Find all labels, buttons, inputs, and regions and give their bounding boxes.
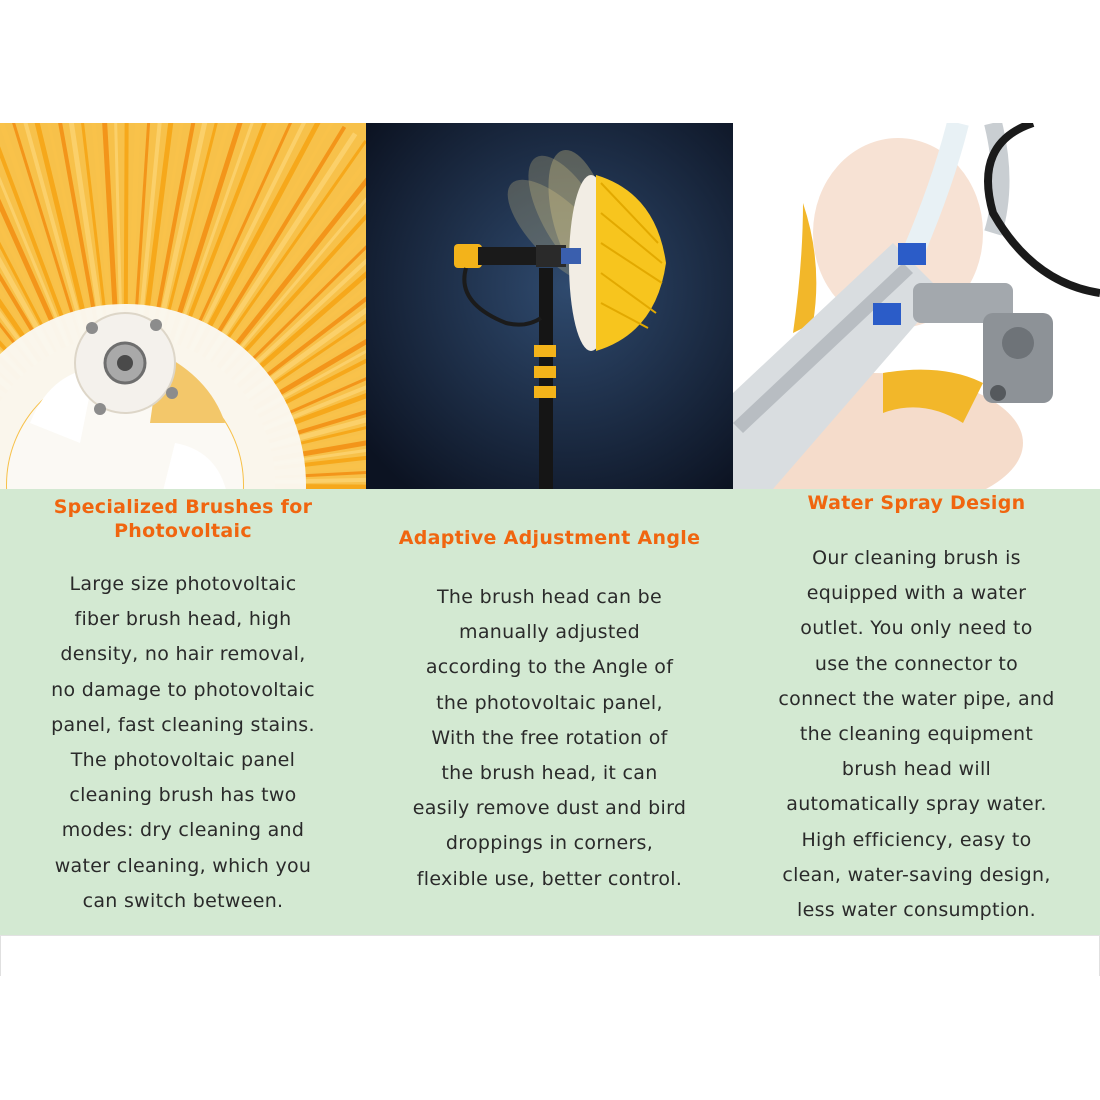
description-line: connect the water pipe, and [778, 687, 1055, 710]
description-line: modes: dry cleaning and [61, 819, 305, 842]
description-line: fiber brush head, high [74, 608, 292, 631]
description-line: outlet. You only need to [800, 617, 1033, 640]
feature-description [0, 567, 366, 919]
feature-heading: Water Spray Design [807, 492, 1026, 514]
product-photo-row [0, 123, 1100, 489]
feature-column-brushes [0, 489, 366, 919]
description-line: High efficiency, easy to [801, 828, 1032, 851]
description-line: automatically spray water. [786, 793, 1047, 816]
description-line: clean, water-saving design, [782, 863, 1051, 886]
description-line: Our cleaning brush is [812, 547, 1021, 569]
description-line: equipped with a water [806, 582, 1027, 605]
description-line: Large size photovoltaic [69, 573, 297, 595]
feature-column-angle [366, 489, 733, 897]
description-line: the cleaning equipment [799, 723, 1034, 746]
description-line: With the free rotation of [431, 726, 668, 749]
description-line: the photovoltaic panel, [436, 691, 663, 714]
feature-description [733, 541, 1100, 928]
pole-brush-photo [366, 123, 733, 489]
description-line: cleaning brush has two [69, 784, 297, 807]
feature-text-band [0, 489, 1100, 935]
description-line: The photovoltaic panel [70, 749, 296, 772]
description-line: droppings in corners, [445, 832, 654, 855]
feature-column-water-spray [733, 489, 1100, 928]
feature-description [366, 580, 733, 897]
description-line: water cleaning, which you [54, 854, 312, 877]
description-line: easily remove dust and bird [412, 797, 687, 820]
description-line: less water consumption. [797, 899, 1036, 922]
description-line: panel, fast cleaning stains. [51, 713, 315, 736]
feature-heading: Adaptive Adjustment Angle [398, 527, 701, 549]
description-line: use the connector to [814, 652, 1019, 675]
description-line: no damage to photovoltaic [51, 678, 315, 701]
bottom-strip [0, 935, 1100, 976]
description-line: brush head will [841, 758, 992, 781]
description-line: manually adjusted [459, 621, 640, 644]
description-line: the brush head, it can [441, 762, 658, 785]
description-line: can switch between. [82, 889, 284, 912]
description-line: The brush head can be [437, 586, 662, 608]
feature-heading: Specialized Brushes for Photovoltaic [53, 496, 313, 542]
description-line: density, no hair removal, [60, 643, 306, 666]
water-connector-photo [733, 123, 1100, 489]
description-line: according to the Angle of [425, 656, 674, 679]
description-line: flexible use, better control. [416, 867, 683, 890]
brush-disc-photo [0, 123, 366, 489]
